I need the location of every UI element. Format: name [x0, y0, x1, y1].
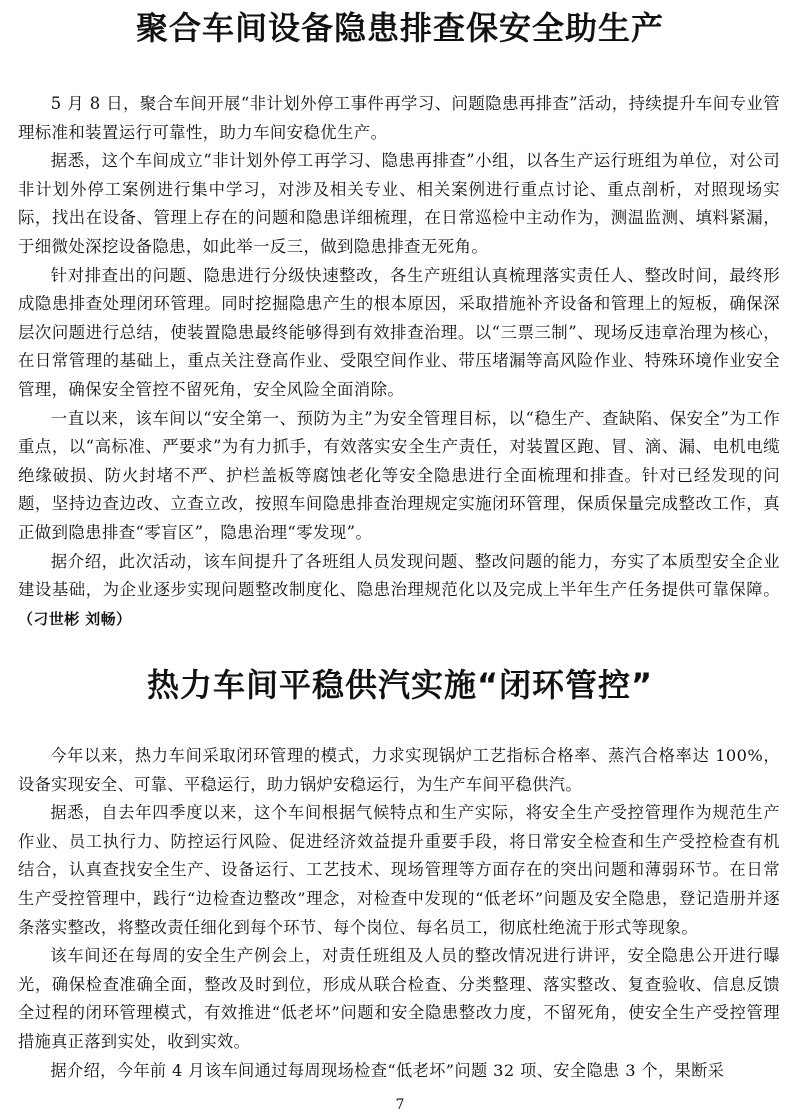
- article-2-body: [18, 742, 780, 1085]
- article-1-title: 聚合车间设备隐患排查保安全助生产: [135, 9, 664, 47]
- article-1-paragraph-5-text: 据介绍，此次活动，该车间提升了各班组人员发现问题、整改问题的能力，夯实了本质型安全企业建设基础，为企业逐步实现问题整改制度化、隐患治理规范化以及完成上半年生产任务提供可靠保障。: [18, 551, 780, 600]
- article-1-paragraph-5: [18, 548, 780, 634]
- article-1-byline: （刁世彬 刘畅）: [18, 609, 132, 628]
- article-1-paragraph-2: 据悉，这个车间成立“非计划外停工再学习、隐患再排查”小组，以各生产运行班组为单位，对公司非计划外停工案例进行集中学习，对涉及相关专业、相关案例进行重点讨论、重点剖析，对照现场实际，找出在设备、管理上存在的问题和隐患详细梳理，在日常巡检中主动作为，测温监测、填料紧漏，于细微处深挖设备隐患，如此举一反三，做到隐患排查无死角。: [18, 151, 780, 256]
- article-2-paragraph-1: 今年以来，热力车间采取闭环管理的模式，力求实现锅炉工艺指标合格率、蒸汽合格率达 100%，设备实现安全、可靠、平稳运行，助力锅炉安稳运行，为生产车间平稳供汽。: [18, 746, 780, 794]
- article-2-paragraph-3: 该车间还在每周的安全生产例会上，对责任班组及人员的整改情况进行讲评，安全隐患公开进行曝光，确保检查准确全面，整改及时到位，形成从联合检查、分类整理、落实整改、复查验收、信息反馈全过程的闭环管理模式，有效推进“低老坏”问题和安全隐患整改力度，不留死角，使安全生产受控管理措施真正落到实处，收到实效。: [18, 946, 780, 1051]
- article-1-paragraph-3: 针对排查出的问题、隐患进行分级快速整改，各生产班组认真梳理落实责任人、整改时间，最终形成隐患排查处理闭环管理。同时挖掘隐患产生的根本原因，采取措施补齐设备和管理上的短板，确保深层次问题进行总结，使装置隐患最终能够得到有效排查治理。以“三票三制”、现场反违章治理为核心，在日常管理的基础上，重点关注登高作业、受限空间作业、带压堵漏等高风险作业、特殊环境作业安全管理，确保安全管控不留死角，安全风险全面消除。: [18, 265, 780, 399]
- article-2-title: 热力车间平稳供汽实施“闭环管控”: [146, 666, 654, 704]
- article-2-paragraph-2: 据悉，自去年四季度以来，这个车间根据气候特点和生产实际，将安全生产受控管理作为规范生产作业、员工执行力、防控运行风险、促进经济效益提升重要手段，将日常安全检查和生产受控检查有机结合，认真查找安全生产、设备运行、工艺技术、现场管理等方面存在的突出问题和薄弱环节。在日常生产受控管理中，践行“边检查边整改”理念，对检查中发现的“低老坏”问题及安全隐患，登记造册并逐条落实整改，将整改责任细化到每个环节、每个岗位、每名员工，彻底杜绝流于形式等现象。: [18, 803, 780, 937]
- article-1-body: [18, 90, 780, 633]
- article-1-paragraph-1: 5 月 8 日，聚合车间开展“非计划外停工事件再学习、问题隐患再排查”活动，持续提升车间专业管理标准和装置运行可靠性，助力车间安稳优生产。: [18, 94, 780, 142]
- article-2-paragraph-4: 据介绍，今年前 4 月该车间通过每周现场检查“低老坏”问题 32 项、安全隐患 3 个，果断采: [50, 1060, 725, 1080]
- article-1-paragraph-4: 一直以来，该车间以“安全第一、预防为主”为安全管理目标，以“稳生产、查缺陷、保安全”为工作重点，以“高标准、严要求”为有力抓手，有效落实安全生产责任，对装置区跑、冒、滴、漏、电机电缆绝缘破损、防火封堵不严、护栏盖板等腐蚀老化等安全隐患进行全面梳理和排查。针对已经发现的问题，坚持边查边改、立查立改，按照车间隐患排查治理规定实施闭环管理，保质保量完成整改工作，真正做到隐患排查“零盲区”，隐患治理“零发现”。: [18, 408, 780, 542]
- page-number: 7: [395, 1097, 405, 1113]
